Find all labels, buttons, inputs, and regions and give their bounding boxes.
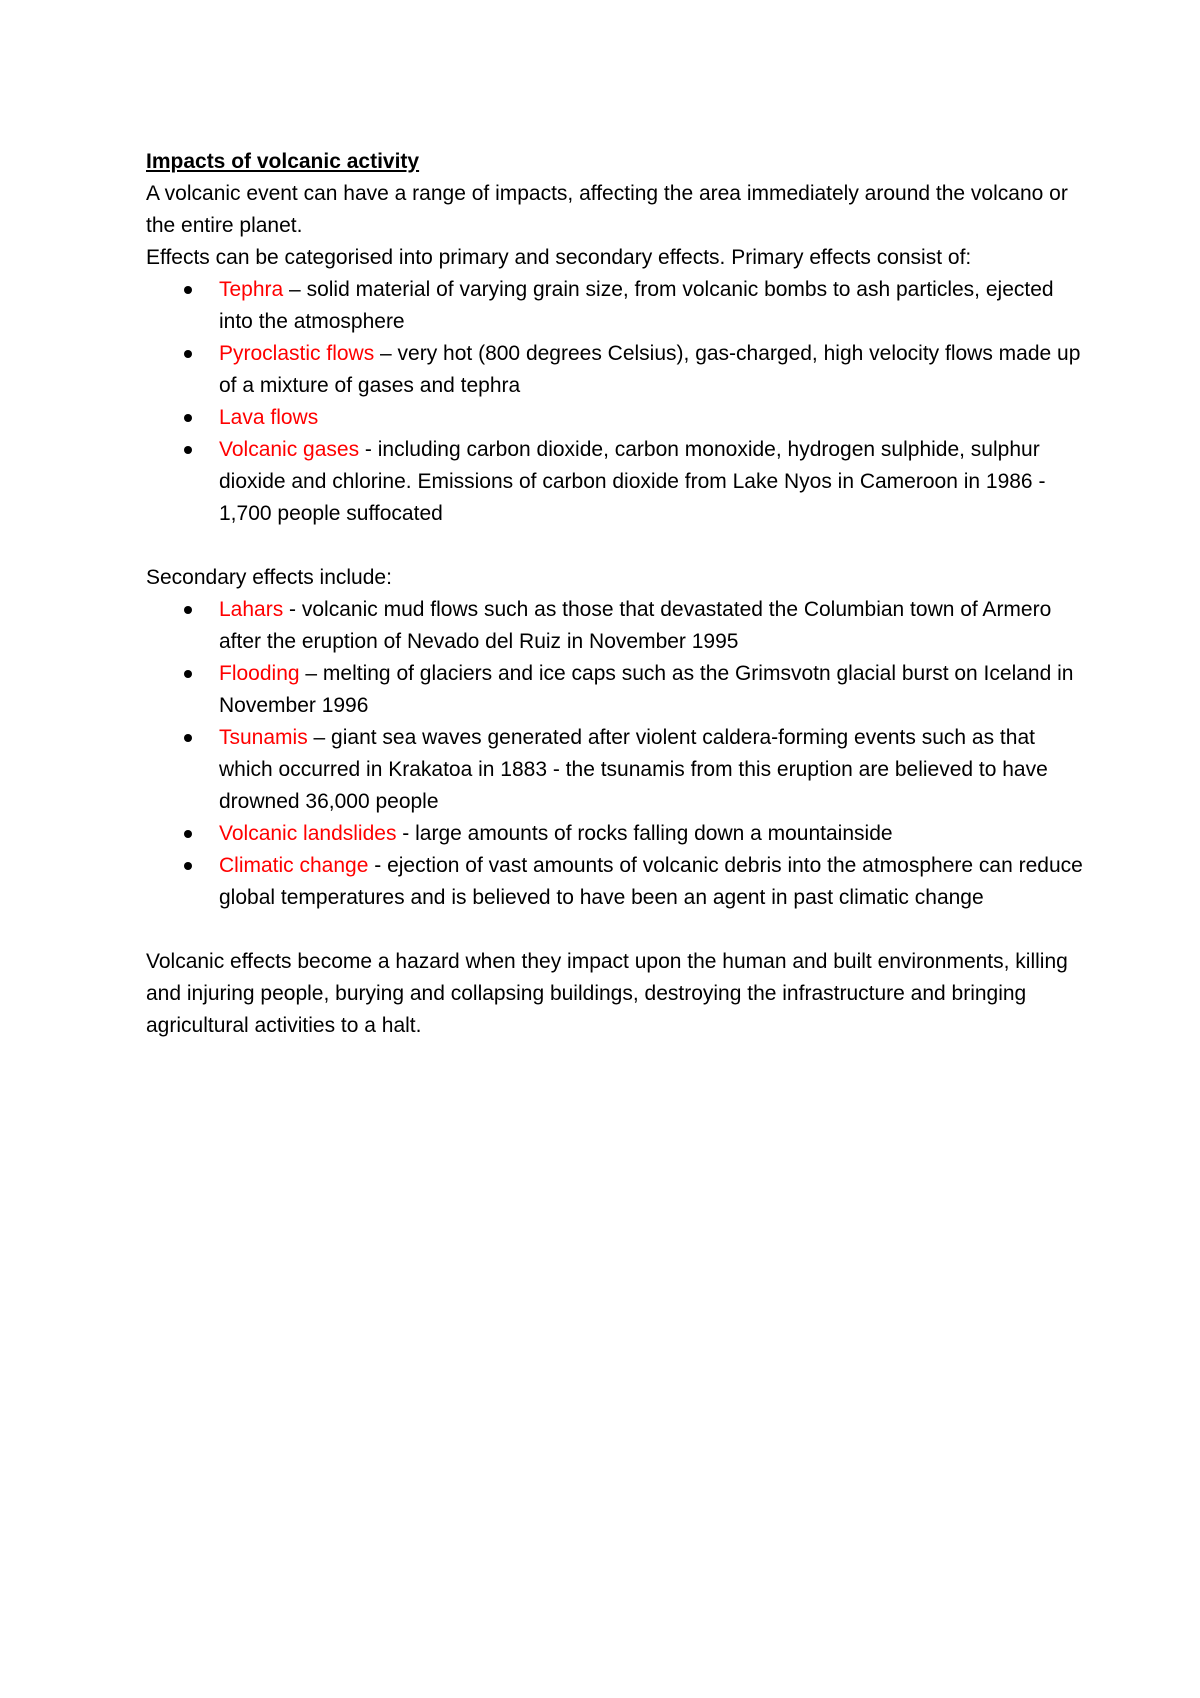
intro-paragraph-2: Effects can be categorised into primary and secondary effects. Primary effects consist of:: [146, 246, 972, 269]
effect-term: Tsunamis: [219, 726, 308, 749]
list-item: [146, 658, 1086, 722]
secondary-effects-list: [146, 594, 1086, 914]
effect-term: Pyroclastic flows: [219, 342, 375, 365]
list-item: [146, 594, 1086, 658]
effect-term: Flooding: [219, 662, 300, 685]
conclusion-paragraph: Volcanic effects become a hazard when they impact upon the human and built environments, killing and injuring people, burying and collapsing buildings, destroying the infrastructure and bringing agricultural activities to a halt.: [146, 950, 1068, 1037]
effect-term: Volcanic landslides: [219, 822, 397, 845]
paragraph-spacer: [146, 914, 1086, 946]
effect-term: Lava flows: [219, 406, 319, 429]
effect-term: Lahars: [219, 598, 284, 621]
bullet-icon: [184, 414, 192, 422]
document-title: Impacts of volcanic activity: [146, 150, 420, 173]
list-item: [146, 402, 1086, 434]
bullet-icon: [184, 862, 192, 870]
secondary-intro: Secondary effects include:: [146, 566, 392, 589]
list-item: [146, 338, 1086, 402]
bullet-icon: [184, 830, 192, 838]
effect-term: Climatic change: [219, 854, 369, 877]
intro-paragraph-1: A volcanic event can have a range of impacts, affecting the area immediately around the volcano or the entire planet.: [146, 182, 1068, 237]
primary-effects-list: [146, 274, 1086, 530]
effect-description: - large amounts of rocks falling down a mountainside: [396, 822, 893, 845]
effect-description: – solid material of varying grain size, from volcanic bombs to ash particles, ejected into the atmosphere: [219, 278, 1054, 333]
effect-description: – very hot (800 degrees Celsius), gas-charged, high velocity flows made up of a mixture of gases and tephra: [219, 342, 1081, 397]
effect-term: Volcanic gases: [219, 438, 360, 461]
list-item: [146, 818, 1086, 850]
list-item: [146, 434, 1086, 530]
effect-term: Tephra: [219, 278, 284, 301]
bullet-icon: [184, 734, 192, 742]
list-item: [146, 850, 1086, 914]
effect-description: - including carbon dioxide, carbon monoxide, hydrogen sulphide, sulphur dioxide and chlorine. Emissions of carbon dioxide from Lake Nyos in Cameroon in 1986 - 1,700 people suffocated: [219, 438, 1046, 525]
paragraph-spacer: [146, 530, 1086, 562]
effect-description: - ejection of vast amounts of volcanic debris into the atmosphere can reduce global temperatures and is believed to have been an agent in past climatic change: [219, 854, 1083, 909]
bullet-icon: [184, 350, 192, 358]
list-item: [146, 722, 1086, 818]
bullet-icon: [184, 606, 192, 614]
bullet-icon: [184, 446, 192, 454]
effect-description: - volcanic mud flows such as those that devastated the Columbian town of Armero after the eruption of Nevado del Ruiz in November 1995: [219, 598, 1052, 653]
document-page: [146, 146, 1086, 1042]
list-item: [146, 274, 1086, 338]
bullet-icon: [184, 286, 192, 294]
effect-description: – giant sea waves generated after violent caldera-forming events such as that which occurred in Krakatoa in 1883 - the tsunamis from this eruption are believed to have drowned 36,000 people: [219, 726, 1048, 813]
effect-description: – melting of glaciers and ice caps such as the Grimsvotn glacial burst on Iceland in November 1996: [219, 662, 1074, 717]
bullet-icon: [184, 670, 192, 678]
